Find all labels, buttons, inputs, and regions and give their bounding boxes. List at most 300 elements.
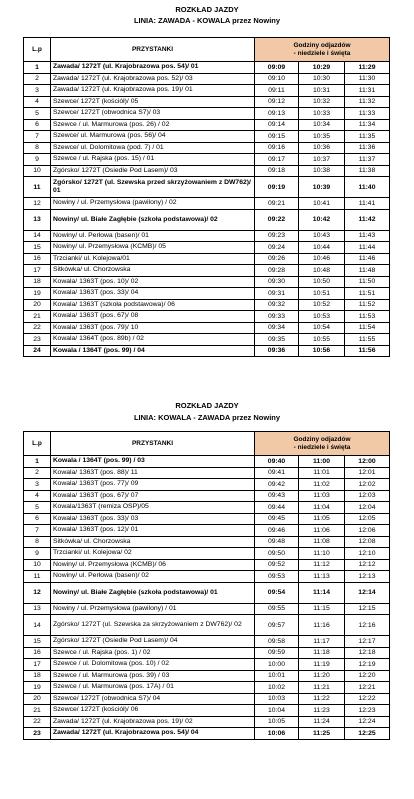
departure-time-3: 11:34 (345, 119, 390, 131)
departure-time-2: 11:16 (299, 615, 345, 636)
row-number: 19 (24, 682, 51, 694)
departure-time-1: 09:57 (255, 615, 299, 636)
stop-name: Kowala/1363T (remiza OSP)/05 (51, 502, 255, 514)
departure-time-1: 09:44 (255, 502, 299, 514)
departure-time-2: 11:12 (299, 559, 345, 571)
departure-time-1: 09:19 (255, 177, 299, 198)
departure-time-2: 11:15 (299, 603, 345, 615)
departure-time-3: 11:40 (345, 177, 390, 198)
row-number: 10 (24, 165, 51, 177)
departure-time-3: 12:05 (345, 513, 390, 525)
departure-time-2: 10:33 (299, 108, 345, 120)
departure-time-1: 09:22 (255, 209, 299, 230)
stop-name: Nowiny/ ul. Perłowa (basen)/ 02 (51, 571, 255, 583)
timetable-body (24, 456, 390, 740)
row-number: 2 (24, 467, 51, 479)
row-number: 11 (24, 177, 51, 198)
row-number: 23 (24, 334, 51, 346)
stop-name: Kowala/ 1363T (pos. 79)/ 10 (51, 322, 255, 334)
departure-time-1: 09:23 (255, 230, 299, 242)
departure-time-2: 10:31 (299, 85, 345, 97)
departure-time-2: 11:05 (299, 513, 345, 525)
departure-time-3: 11:33 (345, 108, 390, 120)
row-number: 9 (24, 548, 51, 560)
departure-time-3: 11:46 (345, 253, 390, 265)
departure-time-3: 12:12 (345, 559, 390, 571)
departure-time-3: 12:16 (345, 615, 390, 636)
stop-name: Sitkówka/ ul. Chorzowska (51, 536, 255, 548)
departure-time-2: 10:39 (299, 177, 345, 198)
stop-name: Zgórsko/ 1272T (Osiedle Pod Lasem)/ 04 (51, 636, 255, 648)
column-header-stops: PRZYSTANKI (51, 432, 255, 456)
row-number: 9 (24, 154, 51, 166)
departure-time-1: 10:03 (255, 693, 299, 705)
departure-time-3: 11:53 (345, 311, 390, 323)
departure-time-1: 09:10 (255, 73, 299, 85)
departure-time-1: 09:40 (255, 456, 299, 468)
timetable-body (24, 62, 390, 357)
departure-time-3: 11:32 (345, 96, 390, 108)
departure-time-2: 11:25 (299, 728, 345, 740)
departure-time-1: 09:48 (255, 536, 299, 548)
departure-time-2: 10:29 (299, 62, 345, 74)
row-number: 18 (24, 670, 51, 682)
row-number: 2 (24, 73, 51, 85)
table-row (24, 582, 390, 603)
stop-name: Szewce / ul. Marmurowa (pos. 26) / 02 (51, 119, 255, 131)
stop-name: Szewce / ul. Rajska (pos. 15) / 01 (51, 154, 255, 166)
stop-name: Nowiny/ ul. Białe Zagłębie (szkoła podstawowa)/ 01 (51, 582, 255, 603)
row-number: 23 (24, 728, 51, 740)
stop-name: Zawada/ 1272T (ul. Krajobrazowa pos. 54)/ 01 (51, 62, 255, 74)
section1-heading: ROZKŁAD JAZDY (175, 5, 239, 14)
stop-name: Nowiny / ul. Przemysłowa (pawilony) / 02 (51, 198, 255, 210)
departure-time-1: 10:01 (255, 670, 299, 682)
row-number: 5 (24, 502, 51, 514)
departure-time-2: 11:08 (299, 536, 345, 548)
departure-time-1: 09:59 (255, 647, 299, 659)
stop-name: Zgórsko/ 1272T (Osiedle Pod Lasem)/ 03 (51, 165, 255, 177)
departure-time-1: 09:17 (255, 154, 299, 166)
departure-time-1: 09:14 (255, 119, 299, 131)
stop-name: Trzcianki/ ul. Kolejowa/01 (51, 253, 255, 265)
departure-time-1: 09:45 (255, 513, 299, 525)
row-number: 21 (24, 705, 51, 717)
departure-time-3: 12:18 (345, 647, 390, 659)
table-row (24, 62, 390, 74)
departure-time-2: 11:23 (299, 705, 345, 717)
stop-name: Szewce/ ul. Marmurowa (pos. 56)/ 04 (51, 131, 255, 143)
column-header-hours (255, 432, 390, 456)
departure-time-3: 12:10 (345, 548, 390, 560)
table-row (24, 165, 390, 177)
departure-time-1: 09:26 (255, 253, 299, 265)
departure-time-3: 12:24 (345, 716, 390, 728)
departure-time-2: 11:20 (299, 670, 345, 682)
departure-time-3: 11:38 (345, 165, 390, 177)
departure-time-1: 09:09 (255, 62, 299, 74)
row-number: 11 (24, 571, 51, 583)
departure-time-1: 10:04 (255, 705, 299, 717)
departure-time-3: 11:42 (345, 209, 390, 230)
departure-time-1: 09:33 (255, 311, 299, 323)
stop-name: Nowiny/ ul. Przemysłowa (KCMB)/ 06 (51, 559, 255, 571)
stop-name: Nowiny / ul. Przemysłowa (pawilony) / 01 (51, 603, 255, 615)
table-row (24, 513, 390, 525)
departure-time-2: 10:56 (299, 345, 345, 357)
departure-time-2: 11:18 (299, 647, 345, 659)
departure-time-3: 12:04 (345, 502, 390, 514)
table-row (24, 636, 390, 648)
table-row (24, 536, 390, 548)
row-number: 4 (24, 96, 51, 108)
departure-time-2: 11:24 (299, 716, 345, 728)
table-row (24, 559, 390, 571)
departure-time-1: 09:35 (255, 334, 299, 346)
table-row (24, 142, 390, 154)
departure-time-1: 09:16 (255, 142, 299, 154)
departure-time-2: 10:38 (299, 165, 345, 177)
stop-name: Szewce/ 1272T (obwodnica S7)/ 04 (51, 693, 255, 705)
table-row (24, 276, 390, 288)
timetable-table-zawada-kowala (23, 37, 390, 357)
row-number: 17 (24, 659, 51, 671)
departure-time-2: 10:43 (299, 230, 345, 242)
row-number: 8 (24, 142, 51, 154)
departure-time-2: 11:03 (299, 490, 345, 502)
row-number: 16 (24, 253, 51, 265)
departure-time-3: 12:02 (345, 479, 390, 491)
stop-name: Kowala/ 1363T (pos. 33)/ 03 (51, 513, 255, 525)
departure-time-3: 12:14 (345, 582, 390, 603)
departure-time-2: 11:06 (299, 525, 345, 537)
row-number: 15 (24, 242, 51, 254)
departure-time-2: 11:13 (299, 571, 345, 583)
departure-time-1: 09:41 (255, 467, 299, 479)
stop-name: Nowiny/ ul. Perłowa (basen)/ 01 (51, 230, 255, 242)
stop-name: Kowala / 1364T (pos. 99) / 03 (51, 456, 255, 468)
departure-time-2: 10:51 (299, 288, 345, 300)
table-row (24, 670, 390, 682)
table-row (24, 253, 390, 265)
stop-name: Szewce / ul. Marmurowa (pos. 39) / 03 (51, 670, 255, 682)
departure-time-3: 11:50 (345, 276, 390, 288)
section2-subheading: LINIA: KOWALA - ZAWADA przez Nowiny (133, 413, 281, 422)
stop-name: Trzcianki/ ul. Kolejowa/ 02 (51, 548, 255, 560)
departure-time-1: 09:32 (255, 299, 299, 311)
table-row (24, 548, 390, 560)
table-row (24, 230, 390, 242)
departure-time-3: 11:29 (345, 62, 390, 74)
table-row (24, 85, 390, 97)
table-row (24, 647, 390, 659)
table-row (24, 96, 390, 108)
departure-time-2: 10:34 (299, 119, 345, 131)
row-number: 6 (24, 513, 51, 525)
departure-time-1: 09:36 (255, 345, 299, 357)
table-row (24, 456, 390, 468)
row-number: 3 (24, 479, 51, 491)
departure-time-2: 11:04 (299, 502, 345, 514)
stop-name: Szewce/ 1272T (kościół)/ 06 (51, 705, 255, 717)
departure-time-1: 09:13 (255, 108, 299, 120)
stop-name: Nowiny/ ul. Przemysłowa (KCMB)/ 05 (51, 242, 255, 254)
departure-time-3: 11:55 (345, 334, 390, 346)
departure-time-3: 12:21 (345, 682, 390, 694)
table-row (24, 108, 390, 120)
table-row (24, 198, 390, 210)
table-row (24, 131, 390, 143)
row-number: 5 (24, 108, 51, 120)
departure-time-1: 09:50 (255, 548, 299, 560)
stop-name: Sitkówka/ ul. Chorzowska (51, 265, 255, 277)
departure-time-3: 11:48 (345, 265, 390, 277)
departure-time-1: 10:06 (255, 728, 299, 740)
stop-name: Szewce/ 1272T (obwodnica S7)/ 03 (51, 108, 255, 120)
timetable-table-kowala-zawada (23, 431, 390, 740)
stop-name: Nowiny/ ul. Białe Zagłębie (szkoła podstawowa)/ 02 (51, 209, 255, 230)
departure-time-2: 10:30 (299, 73, 345, 85)
row-number: 20 (24, 299, 51, 311)
departure-time-3: 11:56 (345, 345, 390, 357)
column-header-lp: L.p (24, 432, 51, 456)
departure-time-1: 09:52 (255, 559, 299, 571)
stop-name: Kowala/ 1363T (pos. 33)/ 04 (51, 288, 255, 300)
departure-time-3: 11:30 (345, 73, 390, 85)
hours-header-line1: Godziny odjazdów (293, 435, 351, 443)
table-row (24, 467, 390, 479)
stop-name: Zawada/ 1272T (ul. Krajobrazowa pos. 54)/ 04 (51, 728, 255, 740)
departure-time-3: 12:03 (345, 490, 390, 502)
departure-time-3: 12:25 (345, 728, 390, 740)
departure-time-3: 12:22 (345, 693, 390, 705)
departure-time-1: 09:31 (255, 288, 299, 300)
table-row (24, 615, 390, 636)
row-number: 20 (24, 693, 51, 705)
stop-name: Kowala / 1364T (pos. 99) / 04 (51, 345, 255, 357)
departure-time-1: 09:12 (255, 96, 299, 108)
row-number: 3 (24, 85, 51, 97)
departure-time-1: 09:53 (255, 571, 299, 583)
table-row (24, 490, 390, 502)
column-header-stops: PRZYSTANKI (51, 38, 255, 62)
departure-time-3: 12:13 (345, 571, 390, 583)
column-header-lp: L.p (24, 38, 51, 62)
stop-name: Kowala/ 1363T (pos. 77)/ 09 (51, 479, 255, 491)
stop-name: Szewce / ul. Rajska (pos. 1) / 02 (51, 647, 255, 659)
departure-time-1: 09:46 (255, 525, 299, 537)
departure-time-2: 10:44 (299, 242, 345, 254)
row-number: 21 (24, 311, 51, 323)
row-number: 14 (24, 615, 51, 636)
departure-time-3: 12:23 (345, 705, 390, 717)
table-row (24, 119, 390, 131)
stop-name: Zawada/ 1272T (ul. Krajobrazowa pos. 19)/ 01 (51, 85, 255, 97)
departure-time-1: 09:42 (255, 479, 299, 491)
table-row (24, 322, 390, 334)
row-number: 22 (24, 322, 51, 334)
departure-time-3: 11:37 (345, 154, 390, 166)
stop-name: Kowala/ 1364T (pos. 89b) / 02 (51, 334, 255, 346)
departure-time-2: 10:32 (299, 96, 345, 108)
row-number: 4 (24, 490, 51, 502)
departure-time-3: 11:36 (345, 142, 390, 154)
row-number: 7 (24, 131, 51, 143)
table-row (24, 502, 390, 514)
departure-time-1: 09:58 (255, 636, 299, 648)
table-row (24, 334, 390, 346)
departure-time-3: 11:41 (345, 198, 390, 210)
stop-name: Kowala/ 1363T (szkoła podstawowa)/ 06 (51, 299, 255, 311)
table-row (24, 693, 390, 705)
table-row (24, 571, 390, 583)
departure-time-1: 10:05 (255, 716, 299, 728)
departure-time-1: 09:55 (255, 603, 299, 615)
departure-time-2: 10:50 (299, 276, 345, 288)
departure-time-2: 11:14 (299, 582, 345, 603)
table-row (24, 209, 390, 230)
departure-time-1: 09:34 (255, 322, 299, 334)
departure-time-1: 09:21 (255, 198, 299, 210)
row-number: 19 (24, 288, 51, 300)
table-row (24, 659, 390, 671)
table-row (24, 177, 390, 198)
row-number: 6 (24, 119, 51, 131)
row-number: 8 (24, 536, 51, 548)
table-row (24, 603, 390, 615)
departure-time-1: 09:18 (255, 165, 299, 177)
departure-time-1: 09:11 (255, 85, 299, 97)
departure-time-1: 09:24 (255, 242, 299, 254)
stop-name: Kowala/ 1363T (pos. 10)/ 02 (51, 276, 255, 288)
stop-name: Zawada/ 1272T (ul. Krajobrazowa pos. 19)/ 02 (51, 716, 255, 728)
hours-header-line2: - niedziele i święta (293, 443, 351, 451)
departure-time-1: 10:00 (255, 659, 299, 671)
departure-time-2: 10:37 (299, 154, 345, 166)
departure-time-2: 11:22 (299, 693, 345, 705)
departure-time-2: 10:52 (299, 299, 345, 311)
departure-time-2: 10:46 (299, 253, 345, 265)
departure-time-3: 11:43 (345, 230, 390, 242)
stop-name: Szewce / ul. Marmurowa (pos. 17A) / 01 (51, 682, 255, 694)
table-row (24, 154, 390, 166)
stop-name: Szewce/ 1272T (kościół)/ 05 (51, 96, 255, 108)
table-row (24, 299, 390, 311)
row-number: 18 (24, 276, 51, 288)
row-number: 15 (24, 636, 51, 648)
departure-time-2: 10:35 (299, 131, 345, 143)
section2-heading: ROZKŁAD JAZDY (175, 401, 239, 410)
departure-time-3: 11:54 (345, 322, 390, 334)
departure-time-3: 12:19 (345, 659, 390, 671)
departure-time-2: 11:17 (299, 636, 345, 648)
departure-time-2: 10:55 (299, 334, 345, 346)
table-row (24, 525, 390, 537)
column-header-hours (255, 38, 390, 62)
row-number: 13 (24, 209, 51, 230)
departure-time-2: 11:10 (299, 548, 345, 560)
departure-time-3: 11:35 (345, 131, 390, 143)
departure-time-1: 09:30 (255, 276, 299, 288)
departure-time-3: 11:31 (345, 85, 390, 97)
table-row (24, 288, 390, 300)
stop-name: Kowala/ 1363T (pos. 67)/ 08 (51, 311, 255, 323)
stop-name: Zawada/ 1272T (ul. Krajobrazowa pos. 52)/ 03 (51, 73, 255, 85)
hours-header-line1: Godziny odjazdów (293, 41, 351, 49)
table-row (24, 728, 390, 740)
table-row (24, 242, 390, 254)
departure-time-1: 09:15 (255, 131, 299, 143)
departure-time-2: 10:41 (299, 198, 345, 210)
departure-time-1: 09:54 (255, 582, 299, 603)
row-number: 7 (24, 525, 51, 537)
table-row (24, 265, 390, 277)
departure-time-3: 12:15 (345, 603, 390, 615)
departure-time-2: 10:42 (299, 209, 345, 230)
departure-time-3: 12:00 (345, 456, 390, 468)
stop-name: Zgórsko/ 1272T (ul. Szewska za skrzyżowaniem z DW762)/ 02 (51, 615, 255, 636)
row-number: 12 (24, 198, 51, 210)
hours-header-line2: - niedziele i święta (293, 49, 351, 57)
row-number: 16 (24, 647, 51, 659)
departure-time-1: 10:02 (255, 682, 299, 694)
departure-time-2: 10:36 (299, 142, 345, 154)
row-number: 22 (24, 716, 51, 728)
row-number: 1 (24, 456, 51, 468)
table-row (24, 716, 390, 728)
stop-name: Szewce / ul. Dolomitowa (pos. 10) / 02 (51, 659, 255, 671)
stop-name: Kowala/ 1363T (pos. 67)/ 07 (51, 490, 255, 502)
departure-time-3: 12:17 (345, 636, 390, 648)
departure-time-2: 11:00 (299, 456, 345, 468)
row-number: 24 (24, 345, 51, 357)
table-row (24, 345, 390, 357)
table-row (24, 682, 390, 694)
departure-time-1: 09:28 (255, 265, 299, 277)
table-row (24, 479, 390, 491)
stop-name: Szewce/ ul. Dolomitowa (pod. 7) / 01 (51, 142, 255, 154)
departure-time-3: 11:51 (345, 288, 390, 300)
stop-name: Kowala/ 1363T (pos. 12)/ 01 (51, 525, 255, 537)
departure-time-3: 12:08 (345, 536, 390, 548)
row-number: 1 (24, 62, 51, 74)
table-row (24, 73, 390, 85)
section1-subheading: LINIA: ZAWADA - KOWALA przez Nowiny (133, 16, 281, 25)
row-number: 14 (24, 230, 51, 242)
departure-time-1: 09:43 (255, 490, 299, 502)
table-row (24, 705, 390, 717)
stop-name: Kowala/ 1363T (pos. 88)/ 11 (51, 467, 255, 479)
departure-time-2: 11:19 (299, 659, 345, 671)
departure-time-2: 10:48 (299, 265, 345, 277)
row-number: 13 (24, 603, 51, 615)
departure-time-2: 11:01 (299, 467, 345, 479)
row-number: 12 (24, 582, 51, 603)
departure-time-3: 12:20 (345, 670, 390, 682)
departure-time-2: 10:53 (299, 311, 345, 323)
departure-time-3: 12:01 (345, 467, 390, 479)
departure-time-2: 11:02 (299, 479, 345, 491)
departure-time-3: 11:44 (345, 242, 390, 254)
row-number: 17 (24, 265, 51, 277)
table-row (24, 311, 390, 323)
departure-time-3: 11:52 (345, 299, 390, 311)
row-number: 10 (24, 559, 51, 571)
stop-name: Zgórsko/ 1272T (ul. Szewska przed skrzyżowaniem z DW762)/ 01 (51, 177, 255, 198)
departure-time-2: 11:21 (299, 682, 345, 694)
departure-time-2: 10:54 (299, 322, 345, 334)
departure-time-3: 12:06 (345, 525, 390, 537)
